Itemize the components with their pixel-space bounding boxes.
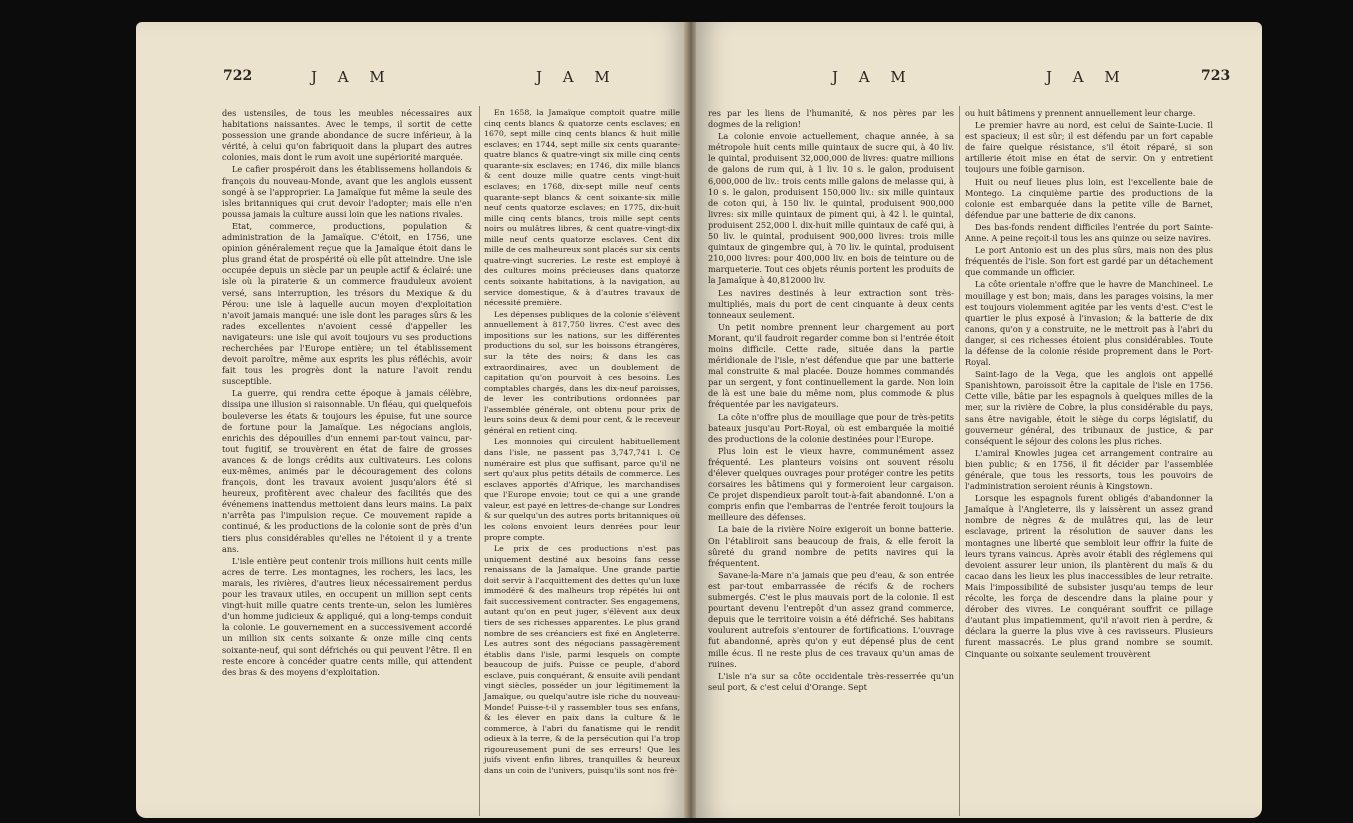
paragraph: Etat, commerce, productions, population & administration de la Jamaïque. C'étoit, en 1756, une opinion généralement reçue que la Jamaïque étoit dans le plus grand état de prospérité où elle pût atteindre. Une isle occupée depuis un siècle par un peuple actif & éclairé: une isle où la piraterie & un commerce frauduleux avoient versé, sans interruption, les trésors du Mexique & du Pérou: une isle à laquelle aucun moyen d'exploitation n'avoit jamais manqué: une isle dont les parages sûrs & les rades excellentes n'avoient cessé d'appeller les navigateurs: une isle qui avoit toujours vu ses productions recherchées par l'Europe entière; un tel établissement devoit paroître, même aux esprits les plus réfléchis, avoir fait tous les progrès dont la nature l'avoit rendu susceptible. xyxy=(222,220,472,387)
text-column xyxy=(965,108,1213,661)
page-number: 723 xyxy=(1201,68,1231,84)
paragraph: Savane-la-Mare n'a jamais que peu d'eau, & son entrée est par-tout embarrassée de récifs & de rochers submergés. C'est le plus mauvais port de la colonie. Il est pourtant devenu l'entrepôt d'un assez grand commerce, depuis que le territoire voisin a été défriché. Ses habitans voulurent autrefois s'entourer de fortifications. L'ouvrage fut abandonné, après qu'on y eut dépensé plus de cent mille écus. Il ne reste plus de ces travaux qu'un amas de ruines. xyxy=(708,569,954,669)
right-page xyxy=(696,22,1262,818)
paragraph: ou huit bâtimens y prennent annuellement leur charge. xyxy=(965,108,1196,118)
paragraph: Le cafier prospéroit dans les établissemens hollandois & françois du nouveau-Monde, avant que les anglois eussent songé à se l'approprier. La Jamaïque fut même la seule des isles britanniques qui crut devoir l'adopter; mais elle n'en poussa jamais la culture aussi loin que les nations rivales. xyxy=(222,164,472,219)
paragraph: Le prix de ces productions n'est pas uniquement destiné aux besoins fans cesse renaissans de la Jamaïque. Une grande partie doit servir à l'acquittement des dettes qu'un luxe immodéré & des malheurs trop répétés lui ont fait successivement contracter. Ses engagemens, autant qu'on en peut juger, s'élèvent aux deux tiers de ses richesses apparentes. Le plus grand nombre de ses créanciers est fixé en Angleterre. Les autres sont des négocians passagèrement établis dans l'isle, parmi lesquels on compte beaucoup de juifs. Puisse ce peuple, d'abord esclave, puis conquérant, & ensuite avili pendant vingt siècles, posséder un jour légitimement la Jamaïque, ou quelqu'autre isle riche du nouveau-Monde! Puisse-t-il y rassembler tous ses enfans, & les élever en paix dans la culture & le commerce, à l'abri du fanatisme qui le rendit odieux à la terre, & de la persécution qui l'a trop rigoureusement puni de ses erreurs! Que les juifs vivent enfin libres, tranquilles & heureux dans un coin de l'univers, puisqu'ils sont nos frè- xyxy=(484,544,680,775)
paragraph: Des bas-fonds rendent difficiles l'entrée du port Sainte-Anne. A peine reçoit-il tous les ans quinze ou seize navires. xyxy=(965,221,1213,244)
paragraph: Lorsque les espagnols furent obligés d'abandonner la Jamaïque à l'Angleterre, ils y laissèrent un assez grand nombre de nègres & de mulâtres qui, las de leur esclavage, prirent la résolution de sauver dans les montagnes une liberté que sembloit leur offrir la fuite de leurs tyrans vaincus. Après avoir établi des réglemens qui devoient assurer leur union, ils plantèrent du maïs & du cacao dans les lieux les plus inaccessibles de leur retraite. Mais l'impossibilité de subsister jusqu'au temps de leur récolte, les força de descendre dans la plaine pour y dérober des vivres. Le conquérant souffrit ce pillage d'autant plus impatiemment, qu'il n'avoit rien à perdre, & déclara la guerre la plus vive à ces ravisseurs. Plusieurs furent massacrés. Le plus grand nombre se soumit. Cinquante ou soixante seulement trouvèrent xyxy=(965,493,1213,659)
column-rule xyxy=(479,106,480,816)
paragraph: La guerre, qui rendra cette époque à jamais célèbre, dissipa une illusion si raisonnable. Un fléau, qui quelquefois bouleverse les états & toujours les épuise, fut une source de fortune pour la Jamaïque. Les négocians anglois, enrichis des dépouilles d'un ennemi par-tout vaincu, par-tout fugitif, se trouvèrent en état de faire de grosses avances & de longs crédits aux cultivateurs. Les colons eux-mêmes, animés par le découragement des colons françois, dont les travaux avoient jusqu'alors été si heureux, profitèrent avec chaleur des facilités que des événemens inattendus mettoient dans leurs mains. La paix n'arrêta pas l'impulsion reçue. Ce mouvement rapide a continué, & les productions de la colonie sont de près d'un tiers plus considérables qu'elles ne l'étoient il y a trente ans. xyxy=(222,388,472,554)
running-head: J A M xyxy=(1046,68,1128,86)
text-column xyxy=(708,108,954,694)
running-head: J A M xyxy=(536,68,618,86)
paragraph: Le premier havre au nord, est celui de Sainte-Lucie. Il est spacieux; il est sûr; il est défendu par un fort capable de faire quelque résistance, s'il étoit réparé, si son artillerie étoit mise en état de servir. On y entretient toujours une foible garnison. xyxy=(965,120,1213,175)
text-column xyxy=(484,108,680,777)
text-column xyxy=(222,108,472,679)
paragraph: Un petit nombre prennent leur chargement au port Morant, qu'il faudroit regarder comme bon si l'entrée étoit moins difficile. Cette rade, située dans la partie méridionale de l'isle, n'est défendue que par une batterie mal construite & mal placée. Douze hommes commandés par un sergent, y font continuellement la garde. Non loin de là est une baie du même nom, plus commode & plus fréquentée par les navigateurs. xyxy=(708,321,954,410)
paragraph: L'amiral Knowles jugea cet arrangement contraire au bien public; & en 1756, il fit décider par l'assemblée générale, que tous les ressorts, tous les pouvoirs de l'administration seroient réunis à Kingstown. xyxy=(965,447,1213,492)
left-page xyxy=(136,22,689,818)
paragraph: Huit ou neuf lieues plus loin, est l'excellente baie de Montego. La cinquième partie des productions de la colonie est embarquée dans la petite ville de Barnet, défendue par une batterie de dix canons. xyxy=(965,176,1213,220)
paragraph: La côte n'offre plus de mouillage que pour de très-petits bateaux jusqu'au Port-Royal, où est embarquée la moitié des productions de la colonie destinées pour l'Europe. xyxy=(708,411,954,444)
paragraph: Saint-Iago de la Vega, que les anglois ont appellé Spanishtown, paroissoit être la capitale de l'isle en 1756. Cette ville, bâtie par les espagnols à quelques milles de la mer, sur la rivière de Cobre, la plus considérable du pays, sans être navigable, étoit le siège du corps législatif, du gouverneur général, des tribunaux de justice, & par conséquent le séjour des colons les plus riches. xyxy=(965,369,1213,446)
paragraph: L'isle entière peut contenir trois millions huit cents mille acres de terre. Les montagnes, les rochers, les lacs, les marais, les rivières, d'autres lieux nécessairement perdus pour les travaux utiles, en occupent un million sept cents vingt-huit mille quatre cents trente-un, selon les lumières d'un homme judicieux & appliqué, qui a long-temps conduit la colonie. Le gouvernement en a successivement accordé un million six cents soixante & onze mille cinq cents soixante-neuf, qui sont défrichés ou qui peuvent l'être. Il en reste encore à concéder quatre cents mille, qui attendent des bras & des moyens d'exploitation. xyxy=(222,555,472,677)
running-head: J A M xyxy=(832,68,914,86)
paragraph: La baie de la rivière Noire exigeroit un bonne batterie. On l'établiroit sans beaucoup de frais, & elle feroit la sûreté du grand nombre de petits navires qui la fréquentent. xyxy=(708,524,954,568)
paragraph: Le port Antonio est un des plus sûrs, mais non des plus fréquentés de l'isle. Son fort est gardé par un détachement que commande un officier. xyxy=(965,245,1213,278)
paragraph: En 1658, la Jamaïque comptoit quatre mille cinq cents blancs & quatorze cents esclaves; en 1670, sept mille cinq cents blancs & huit mille esclaves; en 1744, sept mille six cents quarante-quatre blancs & quatre-vingt six mille cinq cents quarante-six esclaves; en 1746, dix mille blancs & cent douze mille quatre cents vingt-huit esclaves; en 1768, dix-sept mille neuf cents quarante-sept blancs & cent soixante-six mille neuf cents quatorze esclaves; en 1775, dix-huit mille cinq cents blancs, trois mille sept cents noirs ou mulâtres libres, & cent quatre-vingt-dix mille neuf cents quatorze esclaves. Cent dix mille de ces malheureux sont placés sur six cents quatre-vingt sucreries. Le reste est employé à des cultures moins précieuses dans quatorze cents soixante habitations, à la navigation, au service domestique, & à d'autres travaux de nécessité première. xyxy=(484,108,680,308)
paragraph: Plus loin est le vieux havre, communément assez fréquenté. Les planteurs voisins ont souvent résolu d'élever quelques ouvrages pour protéger contre les petits corsaires les bâtimens qui y formeroient leur cargaison. Ce projet dispendieux paroît tout-à-fait abandonné. L'on a compris enfin que l'embarras de l'entrée feroit toujours la meilleure des défenses. xyxy=(708,445,954,523)
page-number: 722 xyxy=(223,68,253,84)
paragraph: La côte orientale n'offre que le havre de Manchineel. Le mouillage y est bon; mais, dans les parages voisins, la mer est toujours violemment agitée par les vents d'est. C'est le quartier le plus exposé à l'invasion; & la batterie de dix canons, qu'on y a construite, ne le mettroit pas à l'abri du danger, si ces richesses étoient plus considérables. Toute la défense de la colonie réside proprement dans le Port-Royal. xyxy=(965,279,1213,368)
paragraph: Les dépenses publiques de la colonie s'élèvent annuellement à 817,750 livres. C'est avec des impositions sur les nations, sur les différentes productions du sol, sur les boissons étrangères, sur la tête des noirs; & dans les cas extraordinaires, avec un doublement de capitation qu'on pourvoit à ces besoins. Les comptables chargés, dans les dix-neuf paroisses, de lever les contributions ordonnées par l'assemblée générale, ont obtenu pour prix de leurs soins deux & demi pour cent, & le receveur général en retient cinq. xyxy=(484,309,680,435)
paragraph: Les monnoies qui circulent habituellement dans l'isle, ne passent pas 3,747,741 l. Ce numéraire est plus que suffisant, parce qu'il ne sert qu'aux plus petits détails de commerce. Les esclaves apportés d'Afrique, les marchandises que l'Europe envoie; tout ce qui a une grande valeur, est payé en lettres-de-change sur Londres & sur quelqu'un des autres ports britanniques où les colons envoient leurs denrées pour leur propre compte. xyxy=(484,437,680,542)
column-rule xyxy=(959,106,960,816)
paragraph: res par les liens de l'humanité, & nos pères par les dogmes de la religion! xyxy=(708,108,954,130)
paragraph: L'isle n'a sur sa côte occidentale très-resserrée qu'un seul port, & c'est celui d'Orange. Sept xyxy=(708,670,954,692)
paragraph: La colonie envoie actuellement, chaque année, à sa métropole huit cents mille quintaux de sucre qui, à 40 liv. le quintal, produisent 32,000,000 de livres: quatre millions de galons de rum qui, à 1 liv. 10 s. le galon, produisent 6,000,000 de liv.: trois cents mille galons de melasse qui, à 10 s. le galon, produisent 150,000 liv.: six mille quintaux de coton qui, à 150 liv. le quintal, produisent 900,000 livres: six mille quintaux de piment qui, à 42 l. le quintal, produisent 252,000 l. dix-huit mille quintaux de café qui, à 50 liv. le quintal, produisent 900,000 livres: trois mille quintaux de gingembre qui, à 70 liv. le quintal, produisent 210,000 livres: pour 400,000 liv. en bois de teinture ou de marqueterie. Tout ces objets réunis portent les produits de la Jamaïque à 40,812000 liv. xyxy=(708,131,954,286)
paragraph: des ustensiles, de tous les meubles nécessaires aux habitations naissantes. Avec le temps, il sortit de cette possession une grande abondance de sucre inférieur, à la vérité, à celui qu'on fabriquoit dans la plupart des autres colonies, mais dont le rum avoit une supériorité marquée. xyxy=(222,108,472,163)
running-head: J A M xyxy=(311,68,393,86)
paragraph: Les navires destinés à leur extraction sont très-multipliés, mais du port de cent cinquante à deux cents tonneaux seulement. xyxy=(708,287,954,320)
